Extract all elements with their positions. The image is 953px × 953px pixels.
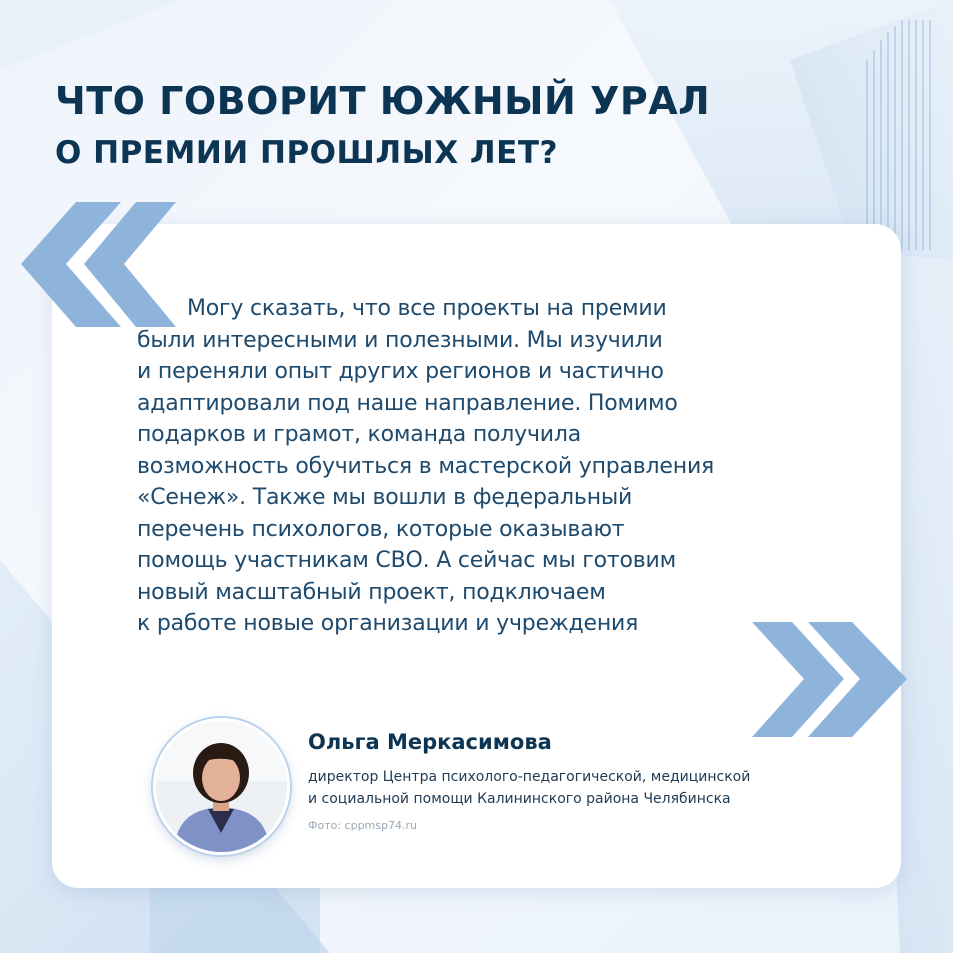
quote-line: были интересными и полезными. Мы изучили — [137, 327, 663, 353]
author-position-line: директор Центра психолого-педагогической, медицинской — [308, 769, 751, 785]
author-position-line: и социальной помощи Калининского района Челябинска — [308, 791, 731, 807]
quote-text — [137, 293, 837, 640]
author-photo — [156, 721, 287, 852]
title-line-1: ЧТО ГОВОРИТ ЮЖНЫЙ УРАЛ — [55, 79, 711, 123]
quote-line: возможность обучиться в мастерской управления — [137, 453, 715, 479]
author-position — [308, 766, 750, 810]
quote-line: перечень психологов, которые оказывают — [137, 516, 625, 542]
author-name: Ольга Меркасимова — [308, 730, 552, 754]
quote-line: «Сенеж». Также мы вошли в федеральный — [137, 485, 633, 510]
title-line-2: О ПРЕМИИ ПРОШЛЫХ ЛЕТ? — [55, 135, 558, 171]
quote-line: и переняли опыт других регионов и частично — [137, 359, 664, 384]
quote-line: новый масштабный проект, подключаем — [137, 579, 606, 605]
quote-line: подарков и грамот, команда получила — [137, 422, 582, 447]
quote-line: Могу сказать, что все проекты на премии — [187, 296, 667, 321]
stripe-decoration-right — [865, 20, 945, 250]
quote-line: к работе новые организации и учреждения — [137, 611, 639, 636]
photo-credit: Фото: cppmsp74.ru — [308, 819, 417, 832]
page-title — [55, 78, 710, 174]
author-avatar — [153, 718, 290, 855]
quote-line: адаптировали под наше направление. Помимо — [137, 390, 678, 416]
quote-line: помощь участникам СВО. А сейчас мы готовим — [137, 548, 677, 573]
